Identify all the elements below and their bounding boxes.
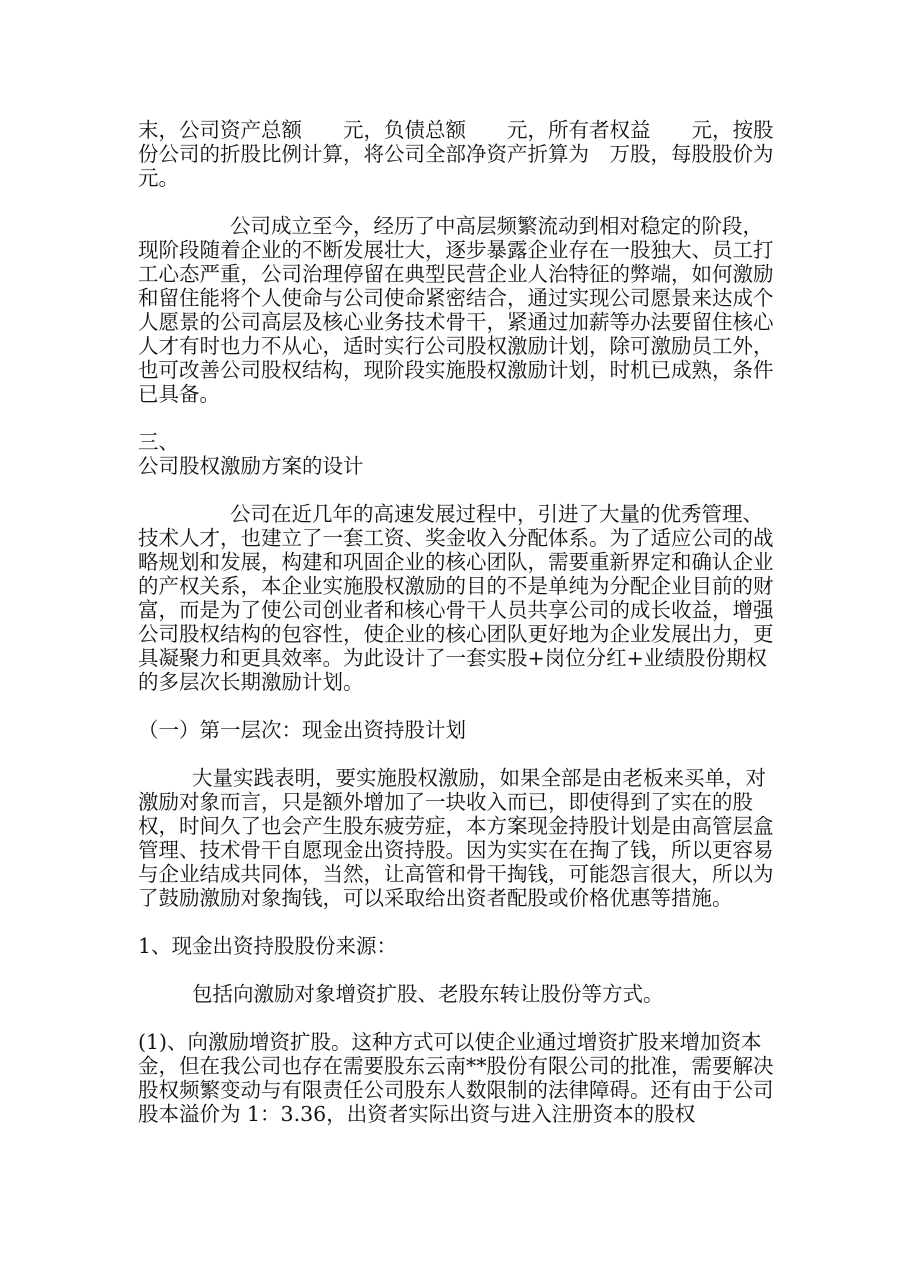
section-number: 三、 (138, 430, 179, 454)
sub-heading-first-level: （一）第一层次：现金出资持股计划 (138, 718, 466, 742)
section-title: 公司股权激励方案的设计 (138, 454, 364, 478)
paragraph-capital-increase: (1)、向激励增资扩股。这种方式可以使企业通过增资扩股来增加资本金，但在我公司也存在需要股东云南**股份有限公司的批准，需要解决股权频繁变动与有限责任公司股东人数限制的法律障碍。还有由于公司股本溢价为 1：3.36，出资者实际出资与进入注册资本的股权 (138, 1030, 774, 1126)
item-heading-share-source: 1、现金出资持股股份来源： (138, 934, 398, 958)
document-page (138, 118, 794, 1126)
paragraph-share-source-methods: 包括向激励对象增资扩股、老股东转让股份等方式。 (192, 982, 664, 1006)
paragraph-company-background: 公司成立至今，经历了中高层频繁流动到相对稳定的阶段，现阶段随着企业的不断发展壮大，逐步暴露企业存在一股独大、员工打工心态严重，公司治理停留在典型民营企业人治特征的弊端，如何激励和留住能将个人使命与公司使命紧密结合，通过实现公司愿景来达成个人愿景的公司高层及核心业务技术骨干，紧通过加薪等办法要留住核心人才有时也力不从心，适时实行公司股权激励计划，除可激励员工外，也可改善公司股权结构，现阶段实施股权激励计划，时机已成熟，条件已具备。 (138, 214, 774, 406)
paragraph-asset-summary: 末，公司资产总额 元，负债总额 元，所有者权益 元，按股份公司的折股比例计算，将公司全部净资产折算为 万股，每股股价为 元。 (138, 118, 794, 190)
paragraph-design-purpose: 公司在近几年的高速发展过程中，引进了大量的优秀管理、技术人才，也建立了一套工资、奖金收入分配体系。为了适应公司的战略规划和发展，构建和巩固企业的核心团队，需要重新界定和确认企业的产权关系，本企业实施股权激励的目的不是单纯为分配企业目前的财富，而是为了使公司创业者和核心骨干人员共享公司的成长收益，增强公司股权结构的包容性，使企业的核心团队更好地为企业发展出力，更具凝聚力和更具效率。为此设计了一套实股+岗位分红+业绩股份期权的多层次长期激励计划。 (138, 502, 774, 694)
paragraph-cash-holding-plan: 大量实践表明，要实施股权激励，如果全部是由老板来买单，对激励对象而言，只是额外增加了一块收入而已，即使得到了实在的股权，时间久了也会产生股东疲劳症，本方案现金持股计划是由高管层盒管理、技术骨干自愿现金出资持股。因为实实在在掏了钱，所以更容易与企业结成共同体，当然，让高管和骨干掏钱，可能怨言很大，所以为了鼓励激励对象掏钱，可以采取给出资者配股或价格优惠等措施。 (138, 766, 774, 910)
